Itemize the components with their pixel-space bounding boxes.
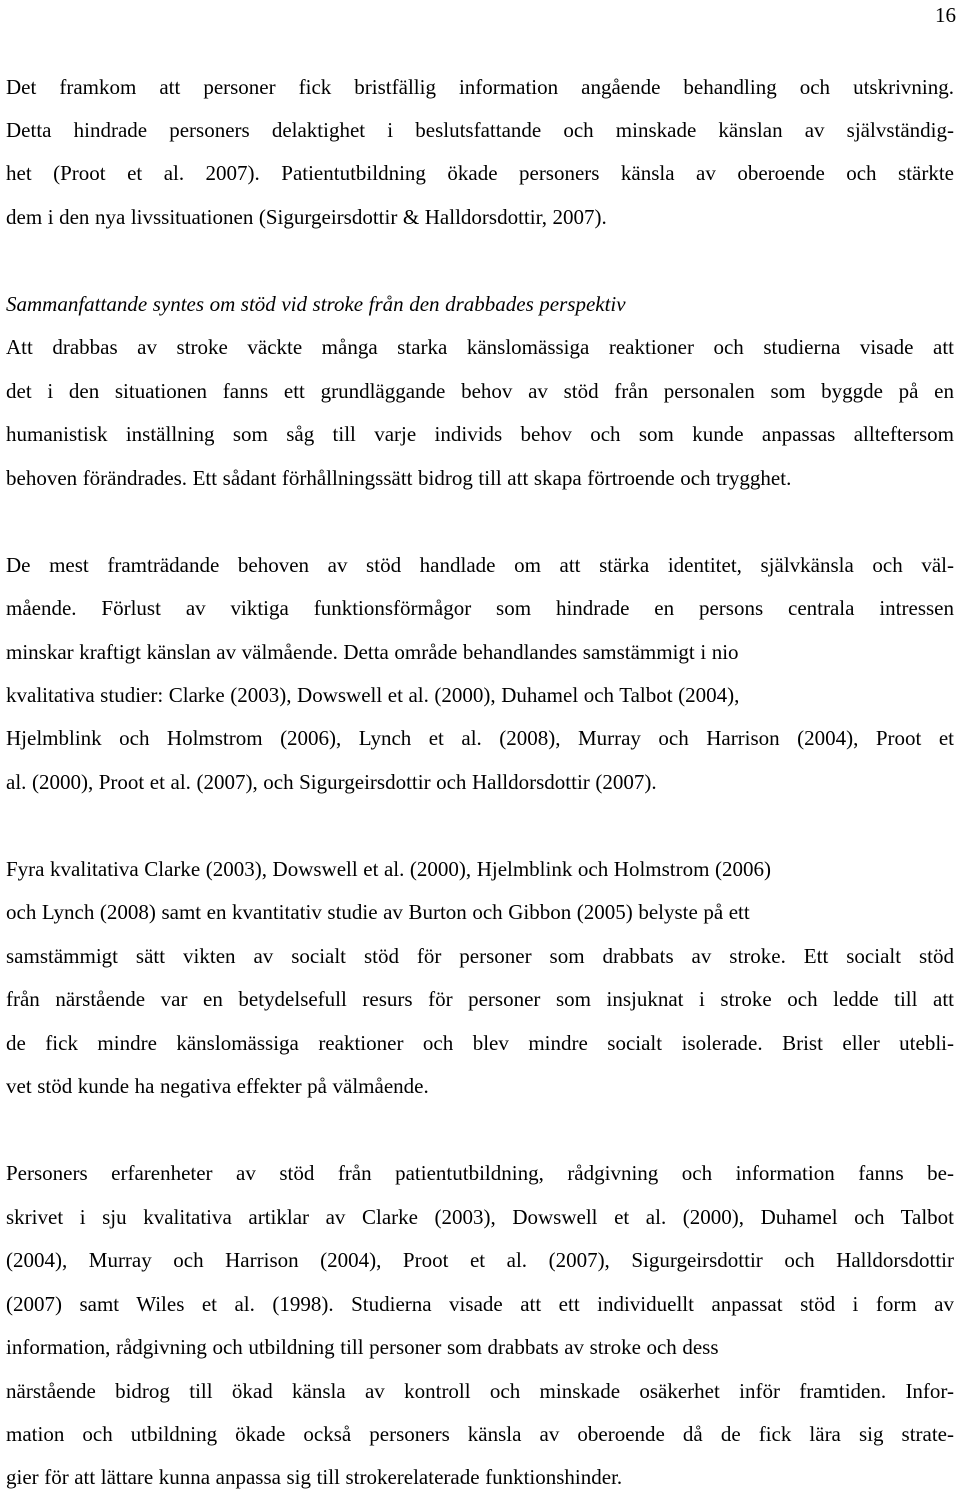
text-line: Fyra kvalitativa Clarke (2003), Dowswell et al. (2000), Hjelmblink och Holmstrom (2006) [6,857,771,881]
text-line: Personers erfarenheter av stöd från patientutbildning, rådgivning och information fanns be- [6,1161,954,1185]
text-line: dem i den nya livssituationen (Sigurgeirsdottir & Halldorsdottir, 2007). [6,205,607,229]
text-line: De mest framträdande behoven av stöd handlade om att stärka identitet, självkänsla och väl- [6,553,954,577]
text-line: het (Proot et al. 2007). Patientutbildning ökade personers känsla av oberoende och stärkte [6,161,954,185]
text-line: information, rådgivning och utbildning till personer som drabbats av stroke och dess [6,1335,719,1359]
text-line: närstående bidrog till ökad känsla av kontroll och minskade osäkerhet inför framtiden. Infor- [6,1379,954,1403]
text-line: (2004), Murray och Harrison (2004), Proot et al. (2007), Sigurgeirsdottir och Halldorsdottir [6,1248,954,1272]
text-line: Detta hindrade personers delaktighet i beslutsfattande och minskade känslan av självständig- [6,118,954,142]
text-line: kvalitativa studier: Clarke (2003), Dowswell et al. (2000), Duhamel och Talbot (2004), [6,683,740,707]
page-number: 16 [935,3,956,27]
text-line: från närstående var en betydelsefull resurs för personer som insjuknat i stroke och ledde till att [6,987,954,1011]
text-line: Att drabbas av stroke väckte många starka känslomässiga reaktioner och studierna visade att [6,335,954,359]
text-line: mation och utbildning ökade också personers känsla av oberoende då de fick lära sig strate- [6,1422,954,1446]
section-heading: Sammanfattande syntes om stöd vid stroke från den drabbades perspektiv [6,292,626,316]
text-line: behoven förändrades. Ett sådant förhållningssätt bidrog till att skapa förtroende och trygghet. [6,466,792,490]
text-line: skrivet i sju kvalitativa artiklar av Clarke (2003), Dowswell et al. (2000), Duhamel och Talbot [6,1205,954,1229]
text-line: de fick mindre känslomässiga reaktioner och blev mindre socialt isolerade. Brist eller utebli- [6,1031,954,1055]
text-line: al. (2000), Proot et al. (2007), och Sigurgeirsdottir och Halldorsdottir (2007). [6,770,657,794]
text-line: och Lynch (2008) samt en kvantitativ studie av Burton och Gibbon (2005) belyste på ett [6,900,750,924]
text-line: mående. Förlust av viktiga funktionsförmågor som hindrade en persons centrala intressen [6,596,954,620]
text-line: humanistisk inställning som såg till varje individs behov och som kunde anpassas allteftersom [6,422,954,446]
text-line: Det framkom att personer fick bristfällig information angående behandling och utskrivning. [6,75,954,99]
text-line: Hjelmblink och Holmstrom (2006), Lynch et al. (2008), Murray och Harrison (2004), Proot et [6,726,954,750]
text-line: (2007) samt Wiles et al. (1998). Studierna visade att ett individuellt anpassat stöd i form av [6,1292,954,1316]
text-line: vet stöd kunde ha negativa effekter på välmående. [6,1074,429,1098]
text-line: gier för att lättare kunna anpassa sig till strokerelaterade funktionshinder. [6,1465,623,1489]
text-line: minskar kraftigt känslan av välmående. Detta område behandlandes samstämmigt i nio [6,640,739,664]
text-line: samstämmigt sätt vikten av socialt stöd för personer som drabbats av stroke. Ett socialt stöd [6,944,954,968]
text-line: det i den situationen fanns ett grundläggande behov av stöd från personalen som byggde på en [6,379,954,403]
